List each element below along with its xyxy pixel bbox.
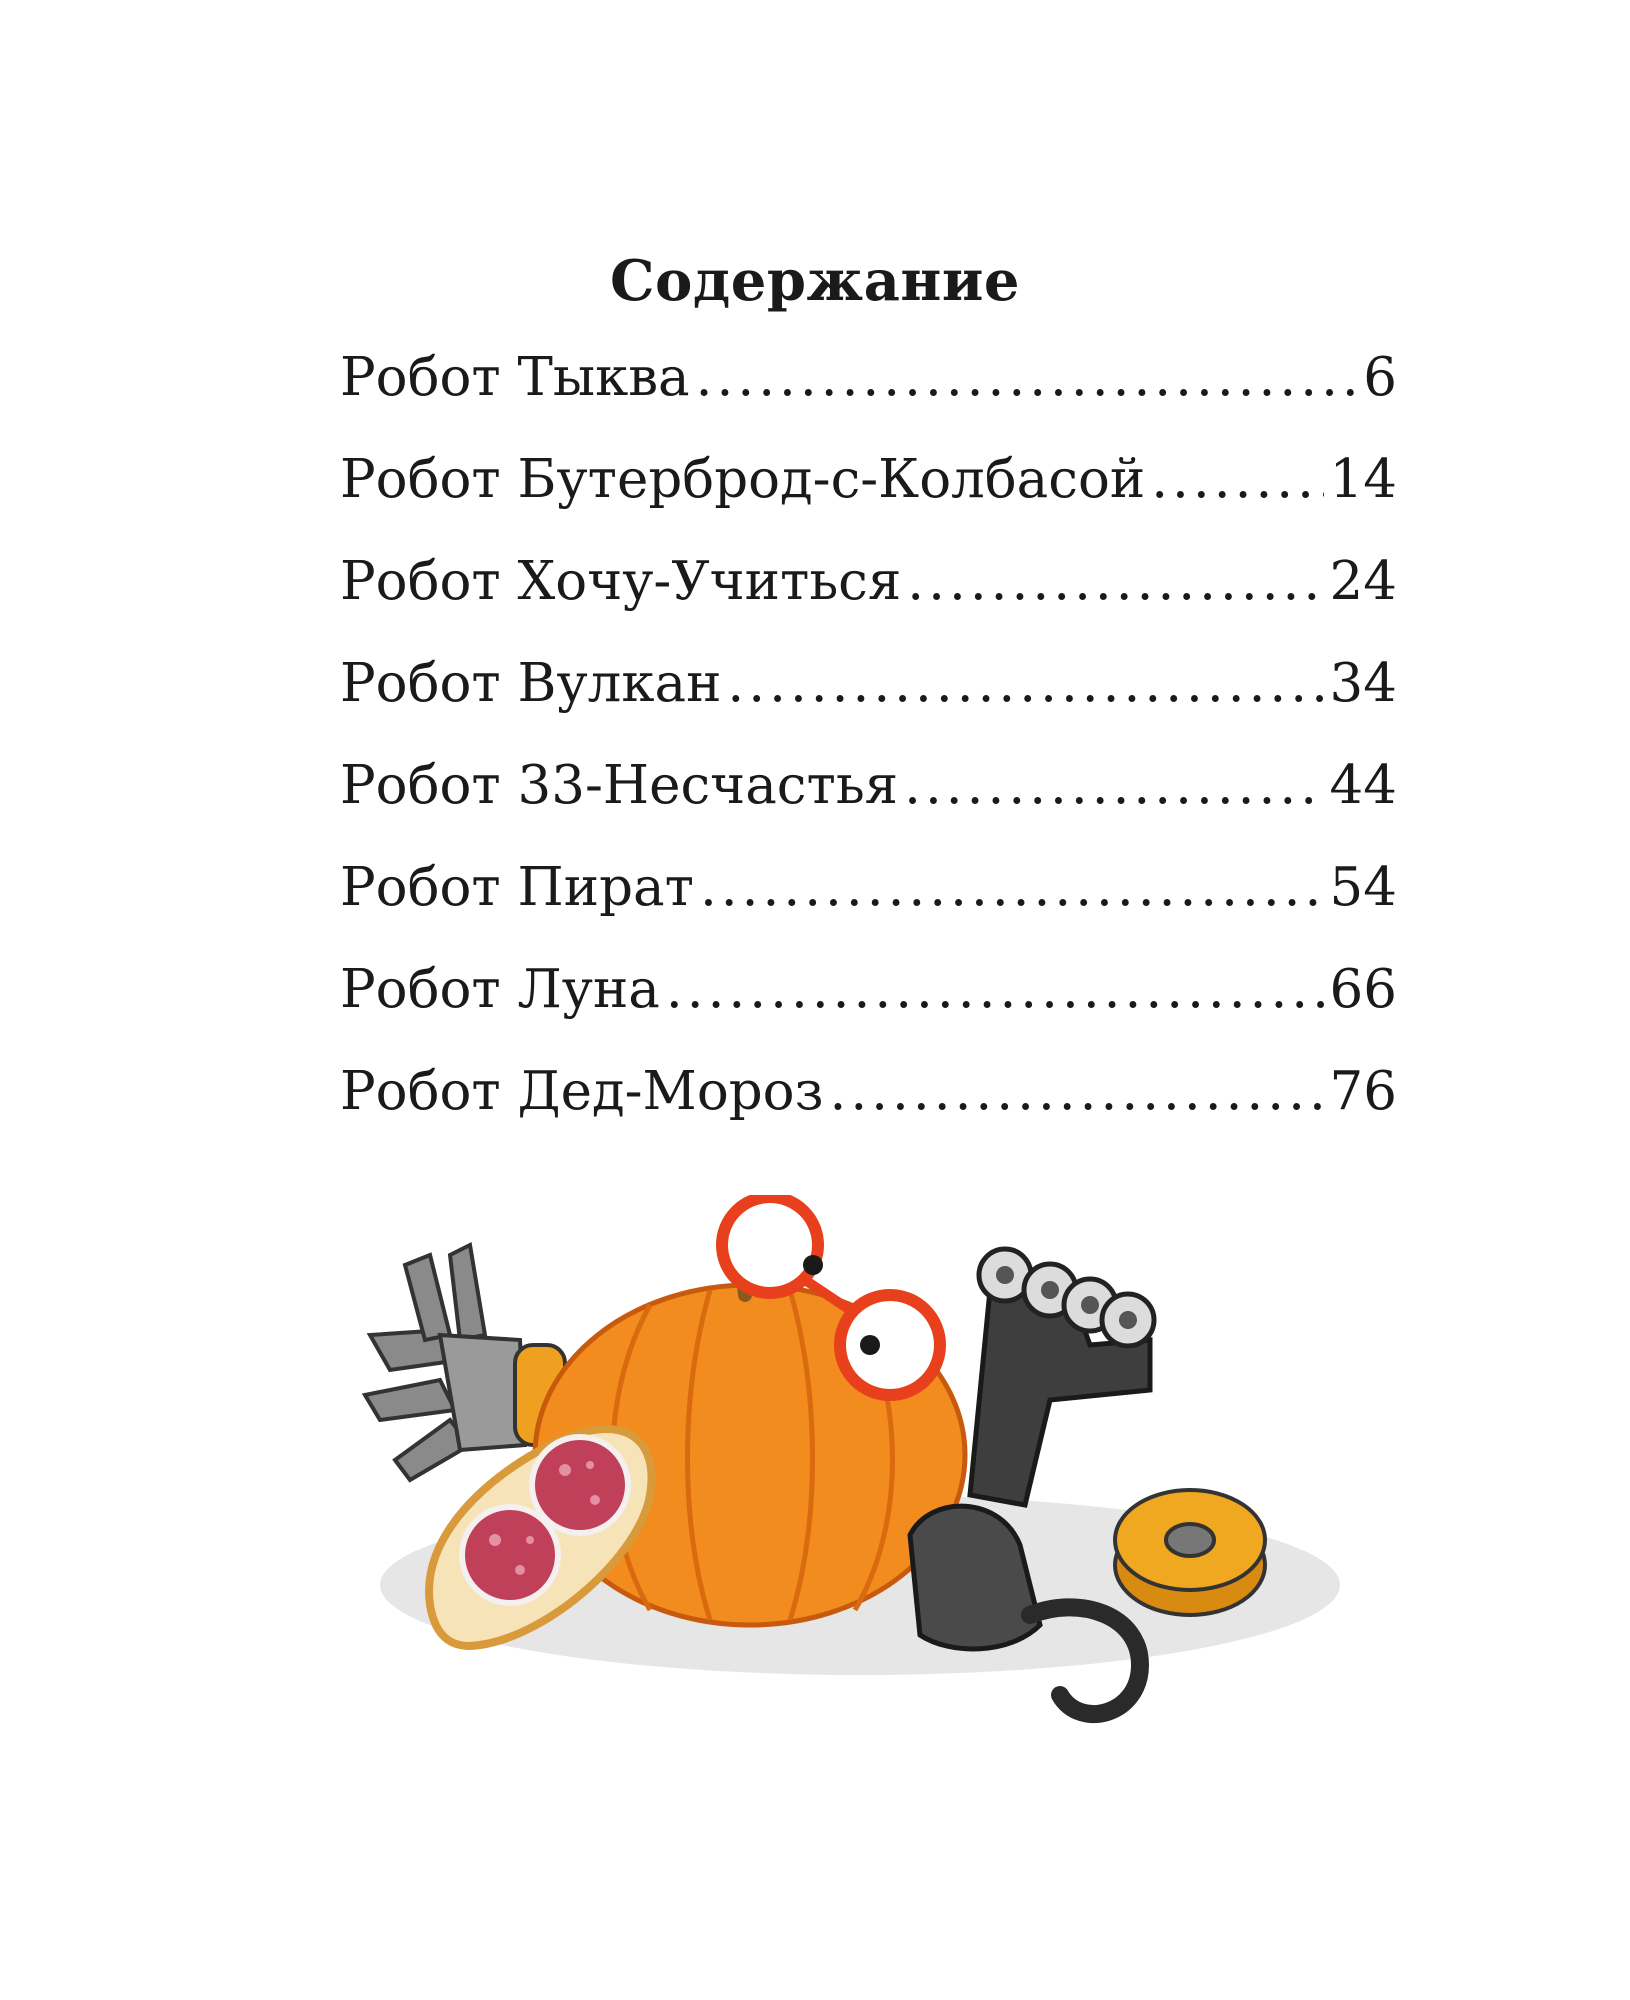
toc-entry[interactable]: [340, 338, 1397, 440]
toc-leader-dots: [666, 950, 1324, 1030]
toc-leader-dots: [727, 644, 1323, 724]
toc-entry-title: Робот Луна: [340, 959, 660, 1020]
toc-entry-page: 44: [1329, 755, 1397, 816]
toc-entry-page: 66: [1329, 959, 1397, 1020]
toc-entry-page: 76: [1329, 1061, 1397, 1122]
toc-entry-title: Робот Хочу-Учиться: [340, 551, 902, 612]
toc-entry-title: Робот 33-Несчастья: [340, 755, 899, 816]
toc-leader-dots: [829, 1052, 1323, 1132]
robot-parts-illustration: [350, 1195, 1360, 1755]
toc-entry[interactable]: [340, 440, 1397, 542]
toc-entry-title: Робот Пират: [340, 857, 694, 918]
toc-entry[interactable]: [340, 950, 1397, 1052]
dark-pipe-icon: [970, 1249, 1154, 1505]
toc-leader-dots: [1151, 440, 1323, 520]
toc-entry-page: 6: [1363, 347, 1397, 408]
page-title: Содержание: [609, 247, 1020, 314]
toc-leader-dots: [696, 338, 1358, 418]
toc-entry-title: Робот Вулкан: [340, 653, 722, 714]
toc-entry-title: Робот Бутерброд-с-Колбасой: [340, 449, 1146, 510]
toc-entry-title: Робот Дед-Мороз: [340, 1061, 824, 1122]
toc-entry[interactable]: [340, 1052, 1397, 1154]
toc-entry-page: 24: [1329, 551, 1397, 612]
toc-entry[interactable]: [340, 746, 1397, 848]
toc-entry[interactable]: [340, 542, 1397, 644]
toc-leader-dots: [907, 542, 1323, 622]
toc-entry-page: 54: [1329, 857, 1397, 918]
toc-entry[interactable]: [340, 848, 1397, 950]
washer-icon: [1115, 1490, 1265, 1615]
toc-entry[interactable]: [340, 644, 1397, 746]
toc-entry-page: 14: [1329, 449, 1397, 510]
table-of-contents: [340, 338, 1397, 1154]
toc-entry-title: Робот Тыква: [340, 347, 690, 408]
toc-entry-page: 34: [1329, 653, 1397, 714]
toc-leader-dots: [700, 848, 1324, 928]
toc-leader-dots: [904, 746, 1323, 826]
